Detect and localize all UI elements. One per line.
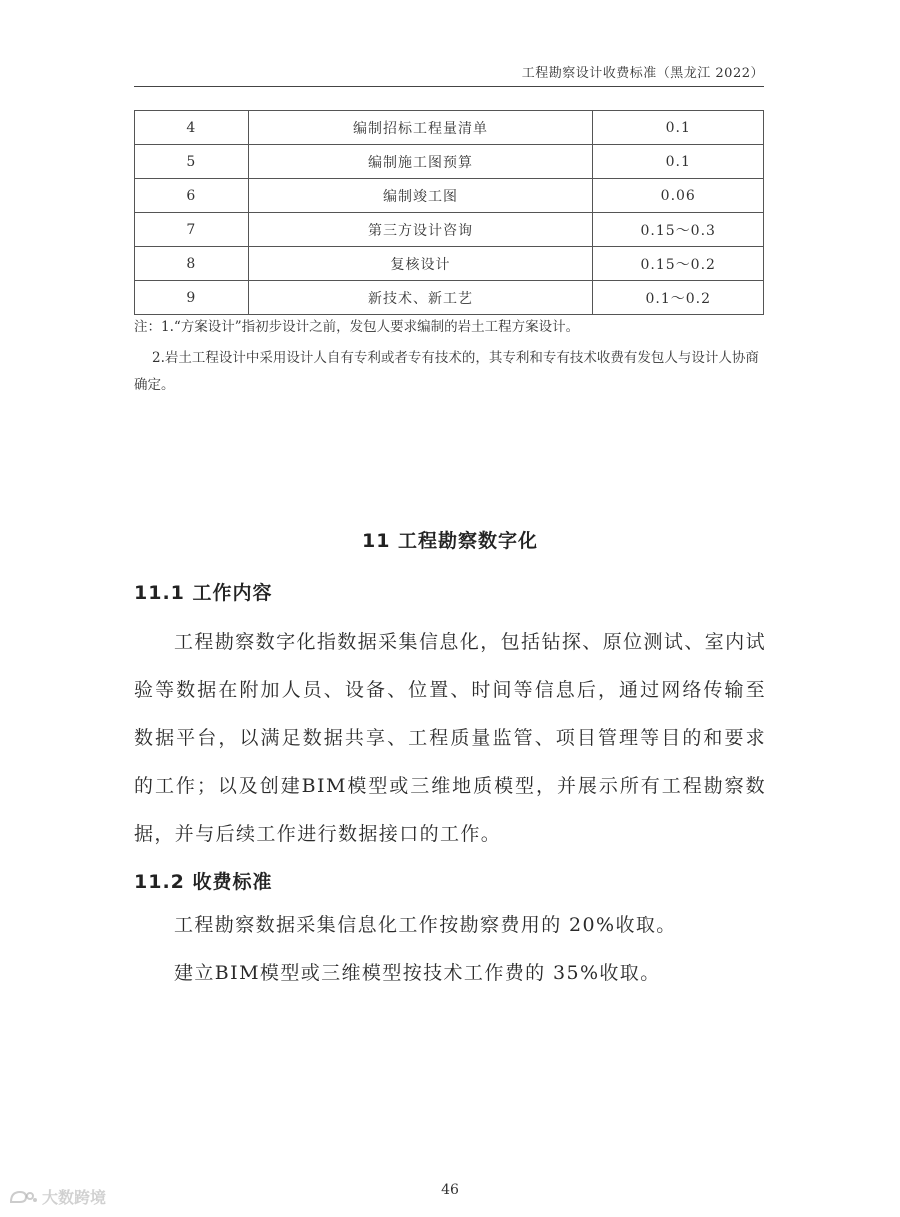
section-body-work-content: 工程勘察数字化指数据采集信息化，包括钻探、原位测试、室内试验等数据在附加人员、设备、位置、时间等信息后，通过网络传输至数据平台，以满足数据共享、工程质量监管、项目管理等目的和要求的工作；以及创建BIM模型或三维地质模型，并展示所有工程勘察数据，并与后续工作进行数据接口的工作。 bbox=[134, 631, 766, 845]
row-coefficient: 0.15～0.2 bbox=[593, 247, 764, 281]
row-coefficient: 0.15～0.3 bbox=[593, 213, 764, 247]
fee-standard-line-1: 工程勘察数据采集信息化工作按勘察费用的 20%收取。 bbox=[174, 914, 677, 936]
header-title: 工程勘察设计收费标准（黑龙江 2022） bbox=[521, 66, 764, 81]
watermark bbox=[8, 1185, 106, 1208]
table-row bbox=[135, 111, 764, 145]
row-item: 编制招标工程量清单 bbox=[248, 111, 593, 145]
row-coefficient: 0.1～0.2 bbox=[593, 281, 764, 315]
watermark-text: 大数跨境 bbox=[42, 1188, 107, 1207]
row-number: 4 bbox=[135, 111, 249, 145]
row-item: 新技术、新工艺 bbox=[248, 281, 593, 315]
table-row bbox=[135, 247, 764, 281]
row-item: 编制竣工图 bbox=[248, 179, 593, 213]
row-coefficient: 0.1 bbox=[593, 111, 764, 145]
row-coefficient: 0.06 bbox=[593, 179, 764, 213]
section-heading-fee-standard: 11.2 收费标准 bbox=[134, 871, 273, 893]
running-header bbox=[134, 64, 764, 87]
table-note-1: 注：1.“方案设计”指初步设计之前，发包人要求编制的岩土工程方案设计。 bbox=[134, 319, 580, 335]
row-number: 5 bbox=[135, 145, 249, 179]
row-item: 编制施工图预算 bbox=[248, 145, 593, 179]
table-note-2: 2.岩土工程设计中采用设计人自有专利或者专有技术的，其专利和专有技术收费有发包人与设计人协商确定。 bbox=[134, 350, 759, 393]
table-row bbox=[135, 145, 764, 179]
page-number: 46 bbox=[441, 1182, 459, 1198]
row-number: 8 bbox=[135, 247, 249, 281]
section-heading-work-content: 11.1 工作内容 bbox=[134, 582, 273, 604]
fee-coefficient-table bbox=[134, 110, 764, 315]
row-number: 6 bbox=[135, 179, 249, 213]
table-row bbox=[135, 213, 764, 247]
row-number: 9 bbox=[135, 281, 249, 315]
row-coefficient: 0.1 bbox=[593, 145, 764, 179]
table-row bbox=[135, 179, 764, 213]
chapter-title: 11 工程勘察数字化 bbox=[361, 530, 539, 552]
table-row bbox=[135, 281, 764, 315]
row-item: 第三方设计咨询 bbox=[248, 213, 593, 247]
row-item: 复核设计 bbox=[248, 247, 593, 281]
fee-standard-line-2: 建立BIM模型或三维模型按技术工作费的 35%收取。 bbox=[174, 962, 661, 984]
row-number: 7 bbox=[135, 213, 249, 247]
watermark-logo-icon bbox=[8, 1188, 38, 1206]
